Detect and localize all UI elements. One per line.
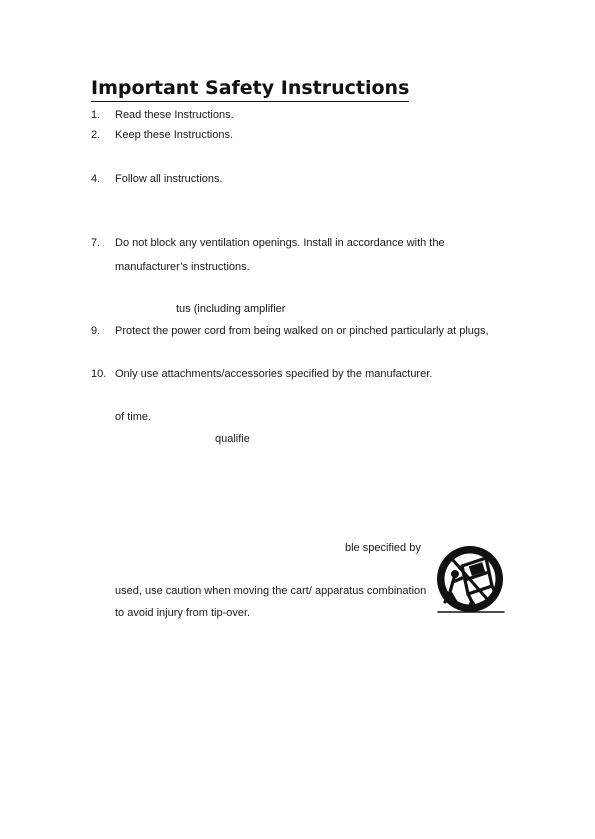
partial-text-fragment: used, use caution when moving the cart/ apparatus combination	[115, 585, 427, 597]
partial-text-fragment: tus (including amplifier	[176, 303, 286, 315]
item-text: Only use attachments/accessories specified by the manufacturer.	[115, 368, 433, 380]
item-text-continued: manufacturer’s instructions.	[115, 261, 250, 273]
page-title: Important Safety Instructions	[91, 76, 409, 102]
item-number: 4.	[91, 173, 101, 185]
item-text: Do not block any ventilation openings. Install in accordance with the	[115, 237, 445, 249]
item-text: Keep these Instructions.	[115, 129, 234, 141]
partial-text-fragment: ble specified by	[345, 542, 421, 554]
item-text: Follow all instructions.	[115, 173, 223, 185]
partial-text-fragment: qualifie	[215, 433, 250, 445]
partial-text-fragment: of time.	[115, 411, 152, 423]
item-text: Protect the power cord from being walked on or pinched particularly at plugs,	[115, 325, 489, 337]
cart-tip-over-warning-icon	[432, 544, 508, 620]
item-number: 10.	[91, 368, 107, 380]
item-number: 7.	[91, 237, 101, 249]
item-number: 9.	[91, 325, 101, 337]
partial-text-fragment: to avoid injury from tip-over.	[115, 607, 251, 619]
item-number: 1.	[91, 109, 101, 121]
item-number: 2.	[91, 129, 101, 141]
item-text: Read these Instructions.	[115, 109, 234, 121]
